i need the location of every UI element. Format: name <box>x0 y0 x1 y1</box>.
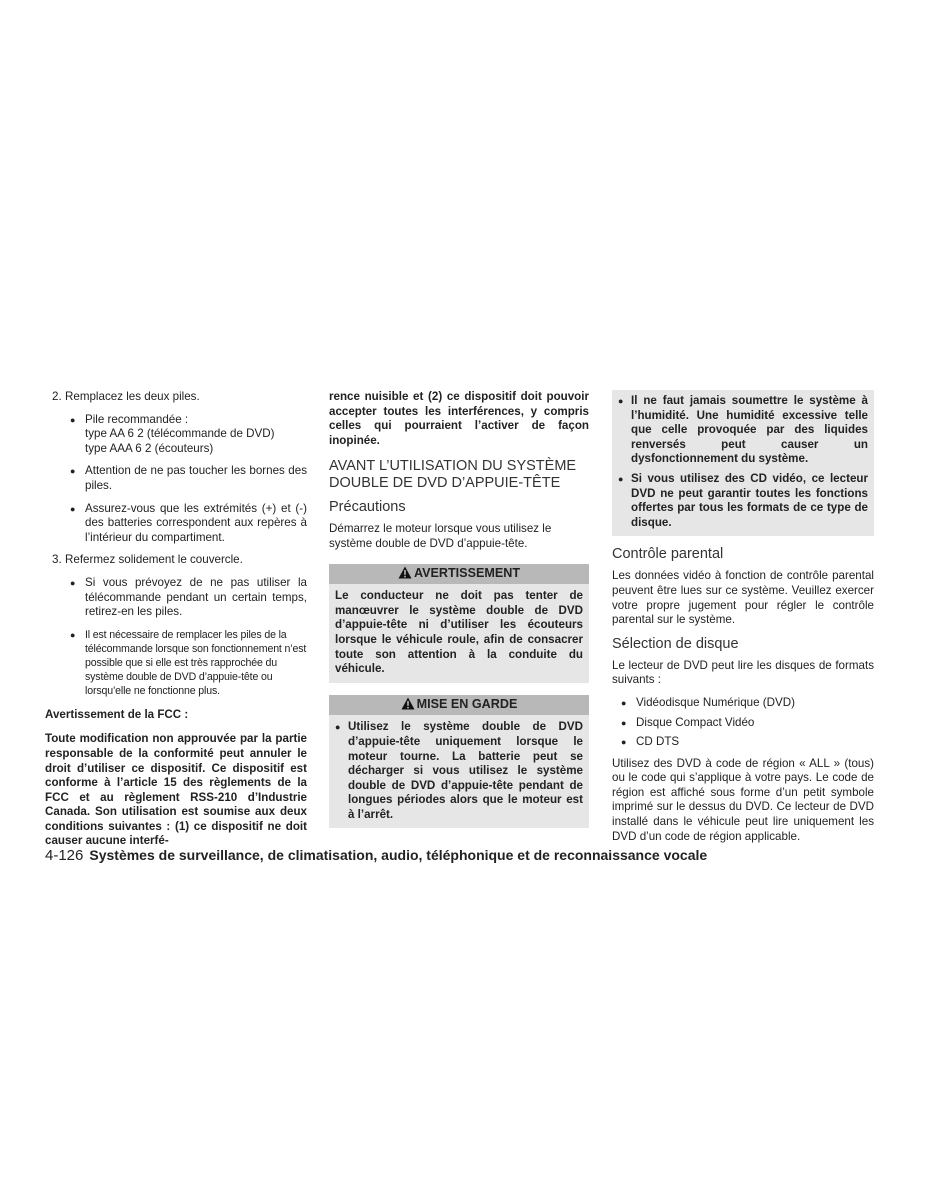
bullet-line: type AA 6 2 (télécommande de DVD) <box>85 427 275 441</box>
caution-header <box>329 695 589 716</box>
fcc-text-continued: rence nuisible et (2) ce dispositif doit pouvoir accepter toutes les interférences, y compris celles qui pourraient l’activer de façon inopinée. <box>329 390 589 447</box>
region-text: Utilisez des DVD à code de région « ALL » (tous) ou le code qui s’applique à votre pays. Le code de région est affiché sous forme d’un petit symbole imprimé sur le dessus du DVD. Ce lecteur de DVD installé dans le véhicule peut lire uniquement les DVD d’un code de région applicable. <box>612 756 874 843</box>
warning-triangle-icon <box>398 566 412 583</box>
warning-box <box>329 564 589 683</box>
column-right <box>612 390 874 844</box>
step-text: Remplacez les deux piles. <box>65 390 200 403</box>
list-item: ● Disque Compact Vidéo <box>612 716 874 731</box>
warning-label: AVERTISSEMENT <box>413 565 521 580</box>
caution-label: MISE EN GARDE <box>416 696 518 711</box>
disc-heading: Sélection de disque <box>612 635 739 652</box>
warning-header <box>329 564 589 585</box>
step-3 <box>45 553 307 568</box>
list-item: ● Vidéodisque Numérique (DVD) <box>612 696 874 711</box>
caution-bullet: ● Utilisez le système double de DVD d’appuie-tête uniquement lorsque le moteur tourne. La batterie peut se décharger si vous utilisez le système double de DVD d’appuie-tête pendant de longues périodes alors que le moteur est à l’arrêt. <box>335 720 583 822</box>
format-list <box>612 696 874 750</box>
subsection-heading: Précautions <box>329 499 406 516</box>
column-middle <box>329 390 589 828</box>
page-number: 4-126 <box>45 847 84 864</box>
caution-bullet: ● Si vous utilisez des CD vidéo, ce lecteur DVD ne peut garantir toutes les fonctions offertes par tous les formats de ce type de disque. <box>618 472 868 530</box>
column-left <box>45 390 307 849</box>
parental-heading: Contrôle parental <box>612 546 724 563</box>
warning-triangle-icon <box>401 697 415 714</box>
page-footer <box>45 847 707 864</box>
bullet-replace-batteries: ● Il est nécessaire de remplacer les piles de la télécommande lorsque son fonctionnement n’est possible que si elle est très rapprochée du système double de DVD d’appuie-tête ou lorsqu’elle ne fonctionne plus. <box>45 628 307 698</box>
bullet-terminals: ● Attention de ne pas toucher les bornes des piles. <box>45 464 307 493</box>
caution-body-continued <box>612 390 874 536</box>
bullet-line: type AAA 6 2 (écouteurs) <box>85 441 214 455</box>
step-2 <box>45 390 307 405</box>
caution-box <box>329 695 589 829</box>
bullet-polarity: ● Assurez-vous que les extrémités (+) et (-) des batteries correspondent aux repères à l’intérieur du compartiment. <box>45 502 307 546</box>
intro-paragraph: Démarrez le moteur lorsque vous utilisez le système double de DVD d’appuie-tête. <box>329 522 552 550</box>
caution-bullet: ● Il ne faut jamais soumettre le système à l’humidité. Une humidité excessive telle que celle provoquée par des liquides renversés peut causer un dysfonctionnement du système. <box>618 394 868 467</box>
fcc-title: Avertissement de la FCC : <box>45 707 189 721</box>
warning-text: Le conducteur ne doit pas tenter de manœuvrer le système double de DVD d’appuie-tête ni d’utiliser les écouteurs lorsque le véhicule roule, afin de consacrer toute son attention à la conduite du véhicule. <box>329 584 589 683</box>
step-text: Refermez solidement le couvercle. <box>65 553 243 567</box>
step-number: 2. <box>52 390 62 403</box>
section-heading: AVANT L’UTILISATION DU SYSTÈME DOUBLE DE DVD D’APPUIE-TÊTE <box>329 458 577 492</box>
chapter-title: Systèmes de surveillance, de climatisation, audio, téléphonique et de reconnaissance vocale <box>89 847 708 863</box>
bullet-line: ● Pile recommandée : <box>85 412 189 426</box>
step-number: 3. <box>52 553 62 567</box>
fcc-text: Toute modification non approuvée par la partie responsable de la conformité peut annuler le droit d’utiliser ce dispositif. Ce dispositif est conforme à l’article 15 des règlements de la FCC et au règlement RSS-210 d’Industrie Canada. Son utilisation est soumise aux deux conditions suivantes : (1) ce dispositif ne doit causer aucune interfé- <box>45 732 307 848</box>
disc-intro: Le lecteur de DVD peut lire les disques de formats suivants : <box>612 658 874 687</box>
bullet-recommended-battery <box>45 413 307 457</box>
caution-body <box>329 715 589 828</box>
list-item: ● CD DTS <box>612 735 874 750</box>
parental-text: Les données vidéo à fonction de contrôle parental peuvent être lues sur ce système. Veuillez exercer votre propre jugement pour régler le contrôle parental sur le système. <box>612 569 874 627</box>
bullet-remove-batteries: ● Si vous prévoyez de ne pas utiliser la télécommande pendant un certain temps, retirez-en les piles. <box>45 576 307 620</box>
